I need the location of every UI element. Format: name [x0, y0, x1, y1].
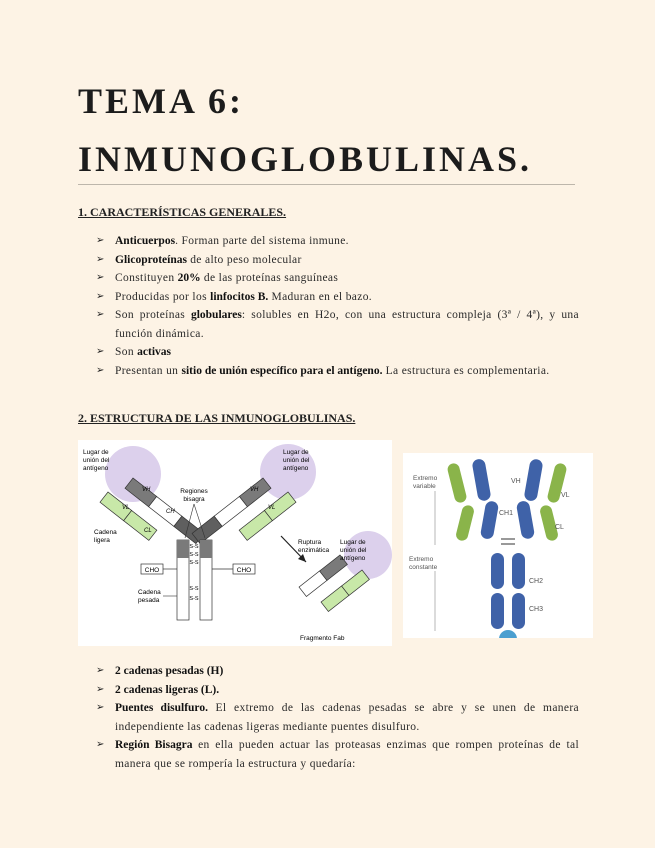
- item-text: Maduran en el bazo.: [268, 290, 373, 303]
- item-text: . Forman parte del sistema inmune.: [175, 235, 349, 247]
- list-item: [96, 343, 579, 362]
- section-2-heading: 2. ESTRUCTURA DE LAS INMUNOGLOBULINAS.: [78, 411, 356, 425]
- disulfide-label: S-S: [189, 544, 199, 550]
- list-item: [96, 362, 579, 381]
- cl-domain-label: CL: [144, 528, 152, 534]
- hinge-region-label: bisagra: [183, 496, 205, 503]
- ch3-label: CH3: [529, 606, 544, 613]
- item-text: de las proteínas sanguíneas: [200, 272, 339, 284]
- variable-end-label: variable: [413, 483, 436, 490]
- cho-label-left: CHO: [144, 567, 160, 574]
- ch2-domain-left: [491, 553, 504, 589]
- item-bold-text: Región Bisagra: [115, 739, 193, 751]
- antigen-site-label: Lugar de: [283, 449, 309, 456]
- list-item: [96, 681, 579, 700]
- cho-label-right: CHO: [236, 567, 252, 574]
- item-bold-text: Glicoproteínas: [115, 253, 187, 266]
- fab-fragment-label: Fragmento Fab: [300, 635, 345, 642]
- vh-domain-label: VH: [142, 487, 151, 493]
- vh-domain-label: VH: [250, 487, 259, 493]
- arrow-bullet-icon: ➢: [96, 739, 105, 750]
- heavy-chain-label: pesada: [138, 597, 160, 604]
- antigen-site-label: antígeno: [283, 465, 309, 472]
- hinge-left: [177, 540, 189, 558]
- title-line-2: INMUNOGLOBULINAS.: [78, 139, 533, 179]
- item-bold-text: 2 cadenas ligeras (L).: [115, 683, 220, 696]
- arrow-bullet-icon: ➢: [96, 364, 105, 376]
- arrow-bullet-icon: ➢: [96, 346, 105, 357]
- section-2-list: [96, 662, 579, 773]
- disulfide-label: S-S: [189, 586, 199, 592]
- list-item: [96, 736, 579, 773]
- list-item: [96, 288, 579, 307]
- item-text: en ella pueden actuar las proteasas enzimas que rompen proteínas de tal manera que se rompería la estructura y quedaría:: [115, 739, 579, 770]
- list-item: [96, 306, 579, 343]
- item-bold-text: sitio de unión específico para el antígeno.: [181, 364, 383, 377]
- arrow-bullet-icon: ➢: [96, 683, 105, 695]
- antigen-site-label: antígeno: [340, 555, 366, 562]
- arrow-bullet-icon: ➢: [96, 235, 105, 246]
- disulfide-label: S-S: [189, 560, 199, 566]
- disulfide-label: S-S: [189, 596, 199, 602]
- item-text: Constituyen: [115, 272, 178, 284]
- item-bold-text: Puentes disulfuro.: [115, 702, 208, 714]
- arrow-bullet-icon: ➢: [96, 272, 105, 283]
- antigen-site-label: Lugar de: [83, 449, 109, 456]
- rupture-label: enzimática: [298, 547, 330, 554]
- cl-label: CL: [555, 524, 564, 531]
- antigen-site-label: unión del: [283, 457, 310, 464]
- antigen-site-label: unión del: [83, 457, 110, 464]
- item-text: de alto peso molecular: [186, 253, 302, 266]
- item-text: Son: [115, 346, 138, 358]
- item-text: Presentan un: [115, 364, 182, 377]
- arrow-bullet-icon: ➢: [96, 702, 105, 713]
- disulfide-label: S-S: [189, 552, 199, 558]
- vl-domain-label: VL: [268, 505, 276, 511]
- constant-end-label: Extremo: [409, 556, 434, 563]
- list-item: [96, 251, 579, 270]
- item-text: La estructura es complementaria.: [382, 364, 550, 377]
- ch1-label: CH1: [499, 510, 514, 517]
- section-1-heading: 1. CARACTERÍSTICAS GENERALES.: [78, 205, 287, 219]
- title-divider: [78, 184, 575, 185]
- item-text: El extremo de las cadenas pesadas se abre y se unen de manera independiente las cadenas ligeras mediante puentes disulfuro.: [115, 702, 579, 733]
- antigen-site-label: unión del: [340, 547, 367, 554]
- heavy-chain-label: Cadena: [138, 589, 161, 596]
- section-1-list: [96, 232, 579, 380]
- ch-domain-label: CH: [166, 509, 175, 515]
- item-text: : solubles en H2o, con una estructura compleja (3ª / 4ª), y una función dinámica.: [115, 309, 579, 340]
- constant-end-label: constante: [409, 564, 438, 571]
- rupture-label: Ruptura: [298, 539, 322, 546]
- arrow-bullet-icon: ➢: [96, 253, 105, 265]
- item-text: Producidas por los: [115, 290, 211, 303]
- vl-label: VL: [561, 492, 570, 499]
- list-item: [96, 662, 579, 681]
- hinge-right: [200, 540, 212, 558]
- ch2-domain-right: [512, 553, 525, 589]
- arrow-bullet-icon: ➢: [96, 290, 105, 302]
- arrow-bullet-icon: ➢: [96, 309, 105, 320]
- item-bold-text: globulares: [190, 309, 242, 321]
- arrow-bullet-icon: ➢: [96, 665, 105, 676]
- light-chain-label: Cadena: [94, 529, 117, 536]
- vl-domain-label: VL: [122, 505, 130, 511]
- item-bold-text: 2 cadenas pesadas (H): [115, 665, 224, 677]
- antibody-structure-diagram: [78, 440, 392, 646]
- ch2-label: CH2: [529, 578, 544, 585]
- list-item: [96, 269, 579, 288]
- ch3-domain-left: [491, 593, 504, 629]
- item-bold-text: linfocitos B.: [210, 290, 269, 303]
- title-line-1: TEMA 6:: [78, 81, 245, 121]
- item-bold-text: Anticuerpos: [115, 235, 176, 247]
- antigen-site-label: antígeno: [83, 465, 109, 472]
- list-item: [96, 232, 579, 251]
- list-item: [96, 699, 579, 736]
- item-bold-text: activas: [137, 346, 172, 358]
- light-chain-label: ligera: [94, 537, 110, 544]
- vh-label: VH: [511, 478, 521, 485]
- ch3-domain-right: [512, 593, 525, 629]
- item-bold-text: 20%: [177, 272, 201, 284]
- antigen-site-label: Lugar de: [340, 539, 366, 546]
- variable-end-label: Extremo: [413, 475, 438, 482]
- hinge-region-label: Regiones: [180, 488, 208, 495]
- immunoglobulin-y-diagram: [403, 453, 593, 638]
- item-text: Son proteínas: [115, 309, 191, 321]
